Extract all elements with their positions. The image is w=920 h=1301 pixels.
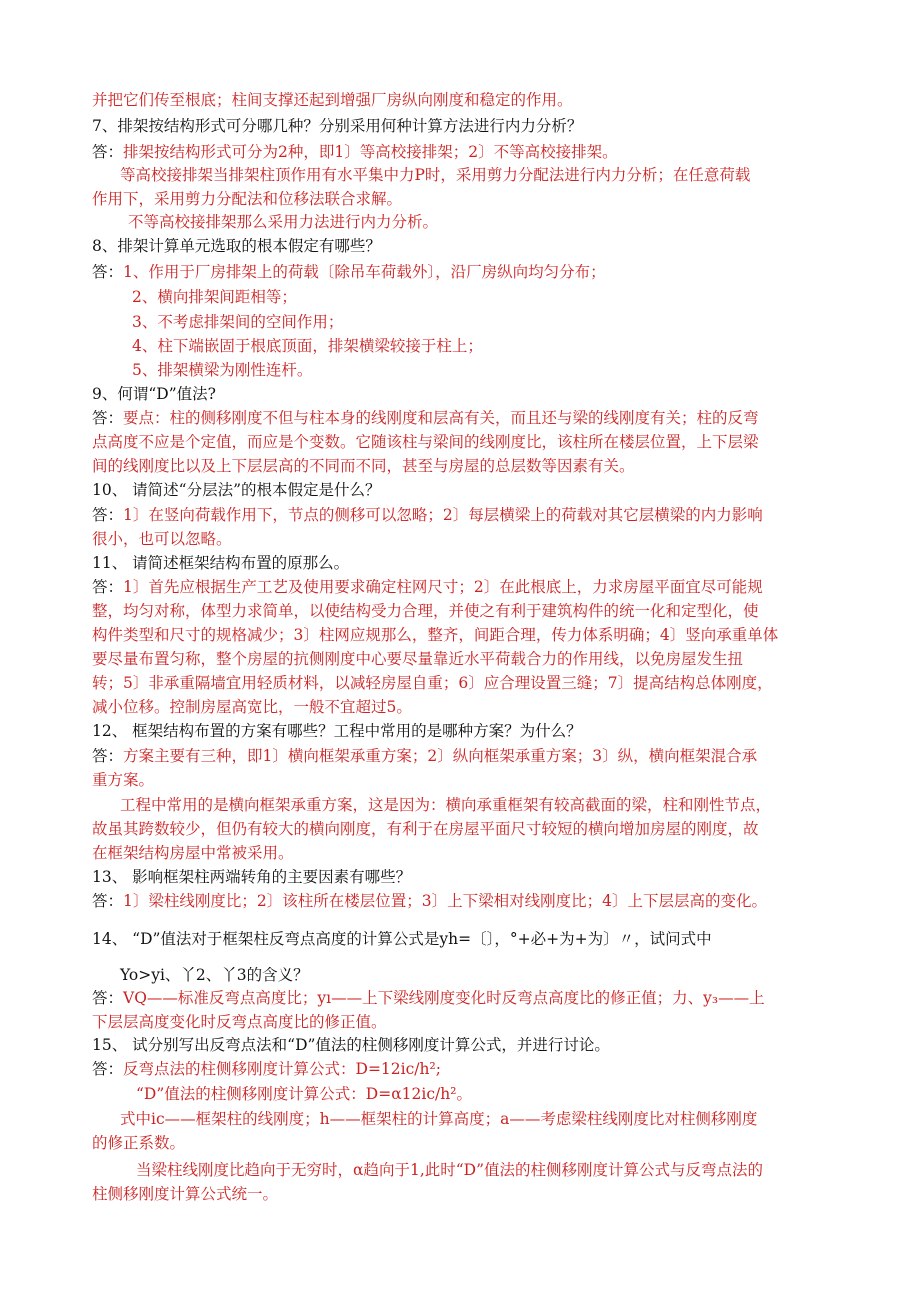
answer-label: 答： [92,578,124,596]
answer-text: 排架按结构形式可分为2种，即1〕等高校接排架；2〕不等高校接排架。 [123,143,618,161]
question-14-continued: Yo>yi、丫2、丫3的含义？ [120,966,309,984]
text-line: 间的线刚度比以及上下层层高的不同而不同，甚至与房屋的总层数等因素有关。 [92,457,635,475]
answer-9 [92,408,759,428]
answer-text: 1〕梁柱线刚度比；2〕该柱所在楼层位置；3〕上下梁相对线刚度比；4〕上下层层高的变化。 [123,892,767,910]
question-8: 8、排架计算单元选取的根本假定有哪些？ [92,237,381,255]
answer-text: 1〕在竖向荷载作用下，节点的侧移可以忽略；2〕每层横梁上的荷载对其它层横梁的内力影响 [123,506,763,524]
answer-label: 答： [92,409,124,427]
question-14: 14、 “D”值法对于框架柱反弯点高度的计算公式是yh=〔〕，°+必+为+为〕〃，试问式中 [92,930,712,948]
answer-text: 要点：柱的侧移刚度不但与柱本身的线刚度和层高有关，而且还与梁的线刚度有关；柱的反弯 [123,409,759,427]
answer-text: VQ——标准反弯点高度比；yı——上下梁线刚度变化时反弯点高度比的修正值；力、y₃——上 [123,989,765,1007]
answer-text: 1、作用于厂房排架上的荷载〔除吊车荷载外〕，沿厂房纵向均匀分布； [123,263,606,281]
list-item: 5、排架横梁为刚性连杆。 [132,361,313,379]
answer-label: 答： [92,747,124,765]
answer-15 [92,1059,441,1079]
answer-14 [92,988,765,1008]
text-line: 柱侧移刚度计算公式统一。 [92,1185,279,1203]
question-9: 9、何谓“D”值法? [92,385,216,403]
answer-label: 答： [92,263,124,281]
answer-12 [92,746,757,766]
text-line: 下层层高度变化时反弯点高度比的修正值。 [92,1013,387,1031]
text-line: 构件类型和尺寸的规格减少；3〕柱网应规那么，整齐，间距合理，传力体系明确；4〕竖向承重单体 [92,626,779,644]
text-line: 转；5〕非承重隔墙宜用轻质材料，以减轻房屋自重；6〕应合理设置三缝；7〕提高结构总体刚度， [92,674,773,692]
text-line: 整，均匀对称，体型力求简单，以使结构受力合理，并使之有利于建筑构件的统一化和定型化，使 [92,602,759,620]
list-item: 4、柱下端嵌固于根底顶面，排架横梁较接于柱上； [132,337,483,355]
text-line: 要尽量布置匀称，整个房屋的抗侧刚度中心要尽量靠近水平荷载合力的作用线，以免房屋发生扭 [92,650,744,668]
question-7: 7、排架按结构形式可分哪几种？分别采用何种计算方法进行内力分析？ [92,117,583,135]
answer-text: 1〕首先应根据生产工艺及使用要求确定柱网尺寸；2〕在此根底上，力求房屋平面宜尽可能规 [123,578,763,596]
answer-text: 反弯点法的柱侧移刚度计算公式：D=12ic/h²; [123,1060,441,1078]
answer-text: 方案主要有三种，即1〕横向框架承重方案；2〕纵向框架承重方案；3〕纵，横向框架混合承 [123,747,758,765]
text-line: 很小，也可以忽略。 [92,530,232,548]
text-line: 故虽其跨数较少，但仍有较大的横向刚度，有利于在房屋平面尺寸较短的横向增加房屋的刚度，故 [92,820,759,838]
text-line: 点高度不应是个定值，而应是个变数。它随该柱与梁间的线刚度比，该柱所在楼层位置，上下层梁 [92,433,759,451]
text-line: 的修正系数。 [92,1134,186,1152]
text-line: 减小位移。控制房屋高宽比，一般不宜超过5。 [92,698,412,716]
text-line: 作用下，采用剪力分配法和位移法联合求解。 [92,190,403,208]
text-line: 当梁柱线刚度比趋向于无穷时，α趋向于1,此时“D”值法的柱侧移刚度计算公式与反弯点法的 [136,1161,764,1179]
question-10: 10、 请简述“分层法”的根本假定是什么？ [92,481,381,499]
answer-13 [92,891,767,911]
answer-8 [92,262,606,282]
question-15: 15、 试分别写出反弯点法和“D”值法的柱侧移刚度计算公式，并进行讨论。 [92,1036,610,1054]
formula-line: “D”值法的柱侧移刚度计算公式：D=α12ic/h²。 [136,1085,472,1103]
answer-label: 答： [92,143,124,161]
text-line: 工程中常用的是横向框架承重方案，这是因为：横向承重框架有较高截面的梁，柱和刚性节点， [120,796,772,814]
text-line: 并把它们传至根底；柱间支撑还起到增强厂房纵向刚度和稳定的作用。 [92,91,573,109]
text-line: 不等高校接排架那么采用力法进行内力分析。 [128,213,439,231]
answer-7 [92,142,618,162]
question-12: 12、 框架结构布置的方案有哪些？工程中常用的是哪种方案？为什么？ [92,722,582,740]
question-13: 13、 影响框架柱两端转角的主要因素有哪些？ [92,868,412,886]
text-line: 在框架结构房屋中常被采用。 [92,844,294,862]
answer-label: 答： [92,506,124,524]
answer-label: 答： [92,892,124,910]
answer-11 [92,577,763,597]
answer-10 [92,505,763,525]
text-line: 重方案。 [92,771,155,789]
text-line: 式中ic——框架柱的线刚度；h——框架柱的计算高度；a——考虑梁柱线刚度比对柱侧移刚度 [120,1110,758,1128]
answer-label: 答： [92,989,124,1007]
list-item: 2、横向排架间距相等； [132,288,297,306]
answer-label: 答： [92,1060,124,1078]
question-11: 11、 请简述框架结构布置的原那么。 [92,554,350,572]
text-line: 等高校接排架当排架柱顶作用有水平集中力P时，采用剪力分配法进行内力分析；在任意荷载 [120,166,751,184]
list-item: 3、不考虑排架间的空间作用； [132,313,344,331]
